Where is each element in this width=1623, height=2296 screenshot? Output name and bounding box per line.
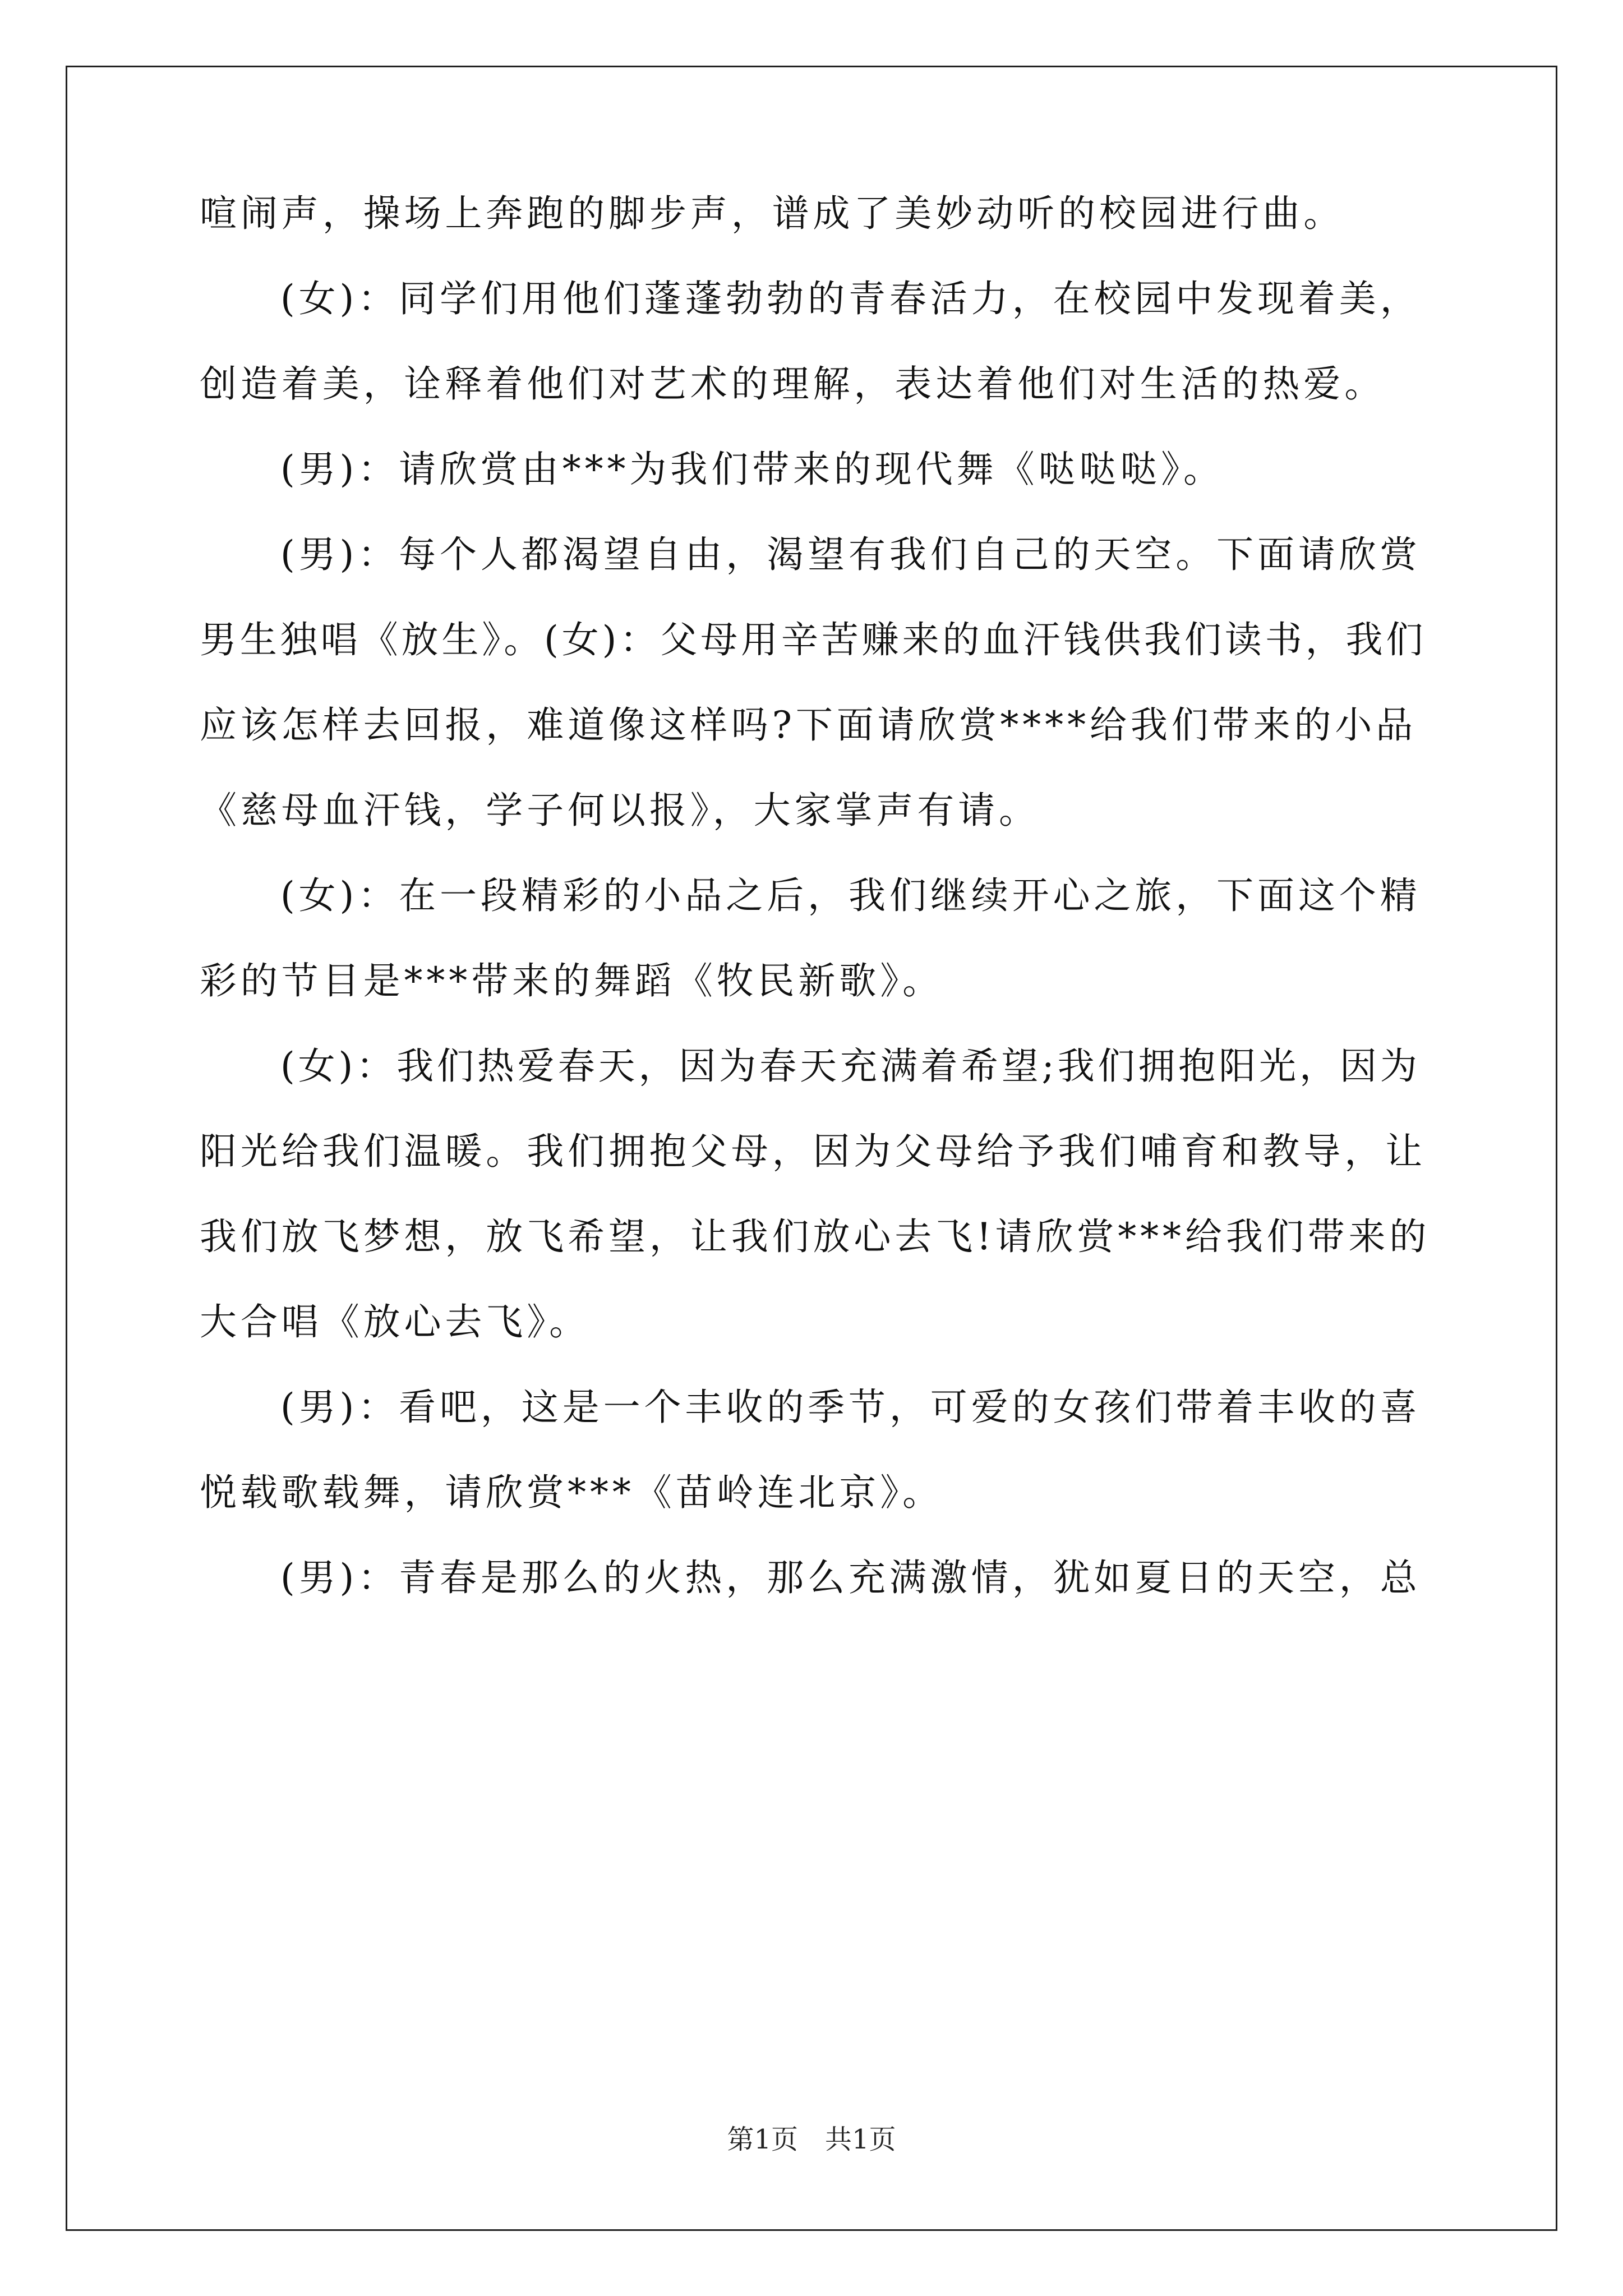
text-line: 应该怎样去回报，难道像这样吗?下面请欣赏****给我们带来的小品 — [200, 703, 1417, 747]
text-line: 喧闹声，操场上奔跑的脚步声，谱成了美妙动听的校园进行曲。 — [200, 192, 1345, 235]
text-line: 创造着美，诠释着他们对艺术的理解，表达着他们对生活的热爱。 — [200, 362, 1386, 406]
text-line: 《慈母血汗钱，学子何以报》，大家掌声有请。 — [200, 789, 1040, 832]
text-line: (女)：我们热爱春天，因为春天充满着希望;我们拥抱阳光，因为 — [280, 1045, 1421, 1088]
text-line: (男)：每个人都渴望自由，渴望有我们自己的天空。下面请欣赏 — [280, 533, 1421, 576]
text-line: 大合唱《放心去飞》。 — [200, 1300, 590, 1343]
text-line: 彩的节目是***带来的舞蹈《牧民新歌》。 — [200, 959, 943, 1002]
text-line: (男)：请欣赏由***为我们带来的现代舞《哒哒哒》。 — [280, 448, 1224, 491]
text-line: 男生独唱《放生》。(女)：父母用辛苦赚来的血汗钱供我们读书，我们 — [200, 618, 1427, 661]
text-line: 阳光给我们温暖。我们拥抱父母，因为父母给予我们哺育和教导，让 — [200, 1130, 1426, 1173]
text-line: 我们放飞梦想，放飞希望，让我们放心去飞!请欣赏***给我们带来的 — [200, 1215, 1431, 1258]
text-line: (男)：看吧，这是一个丰收的季节，可爱的女孩们带着丰收的喜 — [280, 1386, 1421, 1429]
text-line: (女)：同学们用他们蓬蓬勃勃的青春活力，在校园中发现着美， — [280, 277, 1421, 320]
text-line: (男)：青春是那么的火热，那么充满激情，犹如夏日的天空，总 — [280, 1556, 1421, 1599]
text-line: (女)：在一段精彩的小品之后，我们继续开心之旅，下面这个精 — [280, 874, 1421, 917]
text-line: 悦载歌载舞，请欣赏***《苗岭连北京》。 — [200, 1471, 943, 1514]
page-number-footer: 第1页 共1页 — [727, 2124, 896, 2155]
